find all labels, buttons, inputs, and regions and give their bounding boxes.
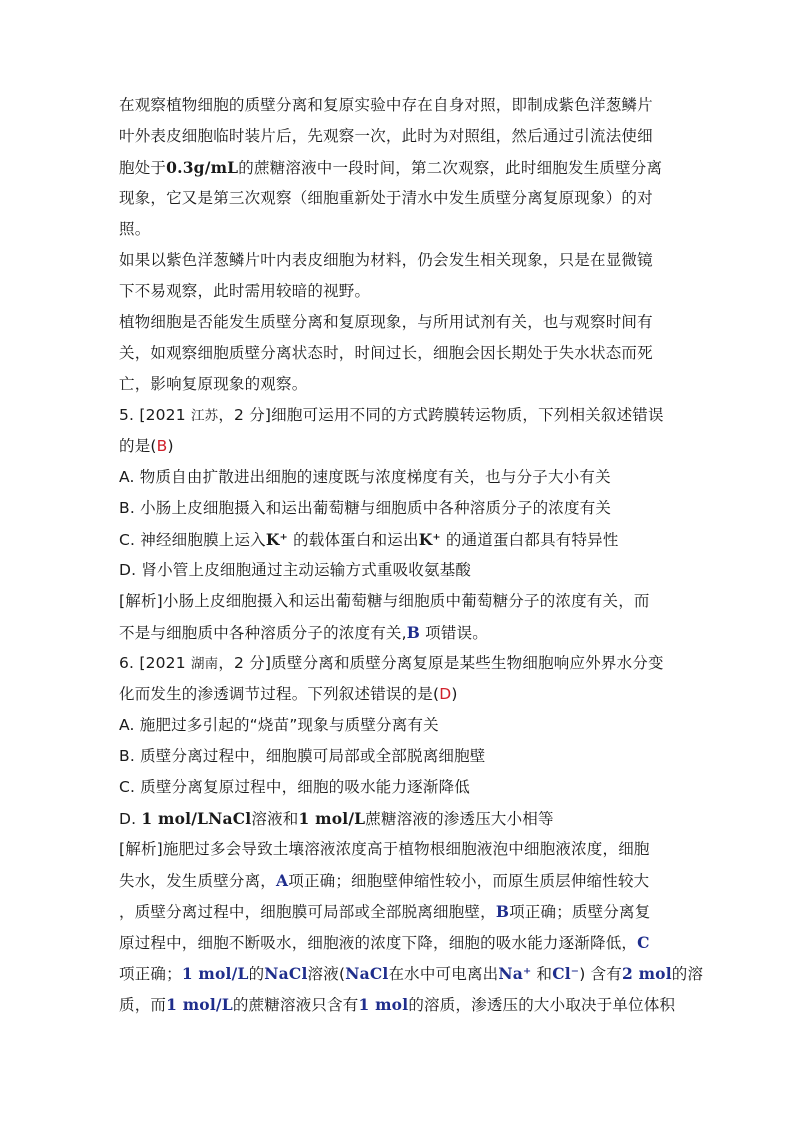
text-segment: 1 mol/LNaCl	[141, 809, 252, 828]
text-segment: B. 质壁分离过程中，细胞膜可局部或全部脱离细胞壁	[119, 747, 486, 765]
text-segment: C. 质壁分离复原过程中，细胞的吸水能力逐渐降低	[119, 778, 470, 796]
text-segment: 失水，发生质壁分离，	[119, 872, 277, 890]
text-segment: 的蔗糖溶液只含有	[232, 996, 359, 1014]
text-segment: 亡，影响复原现象的观察。	[119, 375, 308, 393]
text-segment: 原过程中，细胞不断吸水，细胞液的浓度下降，细胞的吸水能力逐渐降低，	[119, 934, 638, 952]
text-segment: 湖南	[190, 656, 219, 672]
text-segment: 如果以紫色洋葱鳞片叶内表皮细胞为材料，仍会发生相关现象，只是在显微镜	[119, 251, 653, 269]
text-segment: 1 mol	[358, 995, 409, 1014]
text-line	[119, 989, 675, 1020]
text-line	[119, 617, 675, 648]
text-segment: C. 神经细胞膜上运入	[119, 531, 266, 549]
text-segment: NaCl	[264, 964, 308, 983]
text-segment: 关，如观察细胞质壁分离状态时，时间过长，细胞会因长期处于失水状态而死	[119, 344, 653, 362]
text-line	[119, 896, 675, 927]
text-segment: B	[495, 902, 510, 921]
text-segment: 溶液(	[307, 965, 346, 983]
text-segment: 的溶	[671, 965, 704, 983]
text-segment: ，2 分]质壁分离和质壁分离复原是某些生物细胞响应外界水分变	[218, 654, 664, 672]
text-segment: )	[451, 685, 458, 703]
text-segment: NaCl	[345, 964, 389, 983]
text-line	[119, 493, 675, 524]
text-segment: D	[439, 685, 452, 703]
text-segment: 的蔗糖溶液中一段时间，第二次观察，此时细胞发生质壁分离	[238, 159, 663, 177]
text-line	[119, 214, 675, 245]
text-segment: Na⁺	[498, 964, 532, 983]
text-segment: 现象，它又是第三次观察（细胞重新处于清水中发生质壁分离复原现象）的对	[119, 189, 653, 207]
text-line	[119, 369, 675, 400]
text-segment: 不是与细胞质中各种溶质分子的浓度有关,	[119, 624, 407, 642]
document-body	[119, 90, 704, 1020]
text-line	[119, 152, 675, 183]
text-segment: 1 mol/L	[181, 964, 249, 983]
text-segment: 和	[531, 965, 553, 983]
text-segment: B	[156, 437, 168, 455]
text-segment: 质，而	[119, 996, 167, 1014]
text-segment: 1 mol/L	[298, 809, 366, 828]
text-segment: ) 含有	[579, 965, 622, 983]
text-segment: A. 施肥过多引起的“烧苗”现象与质壁分离有关	[119, 716, 439, 734]
text-segment: 6. [2021	[119, 654, 191, 672]
text-segment: ，2 分]细胞可运用不同的方式跨膜转运物质，下列相关叙述错误	[218, 406, 664, 424]
text-segment: [解析]小肠上皮细胞摄入和运出葡萄糖与细胞质中葡萄糖分子的浓度有关，而	[119, 592, 650, 610]
text-segment: A. 物质自由扩散进出细胞的速度既与浓度梯度有关，也与分子大小有关	[119, 468, 611, 486]
text-line	[119, 927, 675, 958]
text-line	[119, 121, 675, 152]
text-line	[119, 431, 675, 462]
text-segment: 的	[248, 965, 265, 983]
text-line	[119, 958, 704, 989]
text-segment: 植物细胞是否能发生质壁分离和复原现象，与所用试剂有关，也与观察时间有	[119, 313, 653, 331]
text-line	[119, 679, 675, 710]
text-line	[119, 338, 675, 369]
text-line	[119, 586, 675, 617]
text-segment: 江苏	[190, 408, 219, 424]
text-segment: 项正确；细胞壁伸缩性较小，而原生质层伸缩性较大	[288, 872, 650, 890]
text-segment: A	[276, 871, 289, 890]
text-line	[119, 803, 675, 834]
text-segment: 胞处于	[119, 159, 167, 177]
text-segment: B. 小肠上皮细胞摄入和运出葡萄糖与细胞质中各种溶质分子的浓度有关	[119, 499, 612, 517]
text-line	[119, 245, 675, 276]
text-line	[119, 307, 675, 338]
text-segment: Cl⁻	[552, 964, 580, 983]
text-line	[119, 710, 675, 741]
text-line	[119, 772, 675, 803]
text-line	[119, 648, 675, 679]
text-segment: 项正确；质壁分离复	[509, 903, 651, 921]
text-line	[119, 834, 675, 865]
text-segment: )	[167, 437, 174, 455]
text-line	[119, 462, 675, 493]
text-segment: B	[406, 623, 421, 642]
text-segment: 化而发生的渗透调节过程。下列叙述错误的是(	[119, 685, 440, 703]
text-line	[119, 524, 675, 555]
text-segment: 0.3g/mL	[166, 158, 239, 177]
text-segment: 的是(	[119, 437, 157, 455]
text-segment: 项正确；	[119, 965, 182, 983]
text-segment: C	[637, 933, 650, 952]
text-segment: 项错误。	[420, 624, 488, 642]
text-segment: 下不易观察，此时需用较暗的视野。	[119, 282, 371, 300]
text-segment: ，质壁分离过程中，细胞膜可局部或全部脱离细胞壁，	[119, 903, 496, 921]
text-segment: 的溶质，渗透压的大小取决于单位体积	[408, 996, 676, 1014]
text-line	[119, 555, 675, 586]
text-segment: [解析]施肥过多会导致土壤溶液浓度高于植物根细胞液泡中细胞液浓度，细胞	[119, 840, 650, 858]
text-segment: D. 肾小管上皮细胞通过主动运输方式重吸收氨基酸	[119, 561, 472, 579]
text-segment: 叶外表皮细胞临时装片后，先观察一次，此时为对照组，然后通过引流法使细	[119, 127, 653, 145]
text-segment: 的通道蛋白都具有特异性	[440, 531, 619, 549]
text-segment: D.	[119, 810, 142, 828]
text-line	[119, 90, 675, 121]
text-line	[119, 741, 675, 772]
text-segment: 2 mol	[621, 964, 672, 983]
text-segment: K⁺	[265, 530, 288, 549]
text-line	[119, 183, 675, 214]
text-segment: 溶液和	[251, 810, 299, 828]
text-segment: 在观察植物细胞的质壁分离和复原实验中存在自身对照，即制成紫色洋葱鳞片	[119, 96, 653, 114]
text-segment: 在水中可电离出	[388, 965, 499, 983]
text-line	[119, 400, 675, 431]
text-segment: 1 mol/L	[166, 995, 233, 1014]
text-segment: 5. [2021	[119, 406, 191, 424]
text-segment: 蔗糖溶液的渗透压大小相等	[365, 810, 554, 828]
text-segment: 照。	[119, 220, 151, 238]
text-line	[119, 276, 675, 307]
text-segment: 的载体蛋白和运出	[287, 531, 419, 549]
text-line	[119, 865, 675, 896]
text-segment: K⁺	[418, 530, 441, 549]
